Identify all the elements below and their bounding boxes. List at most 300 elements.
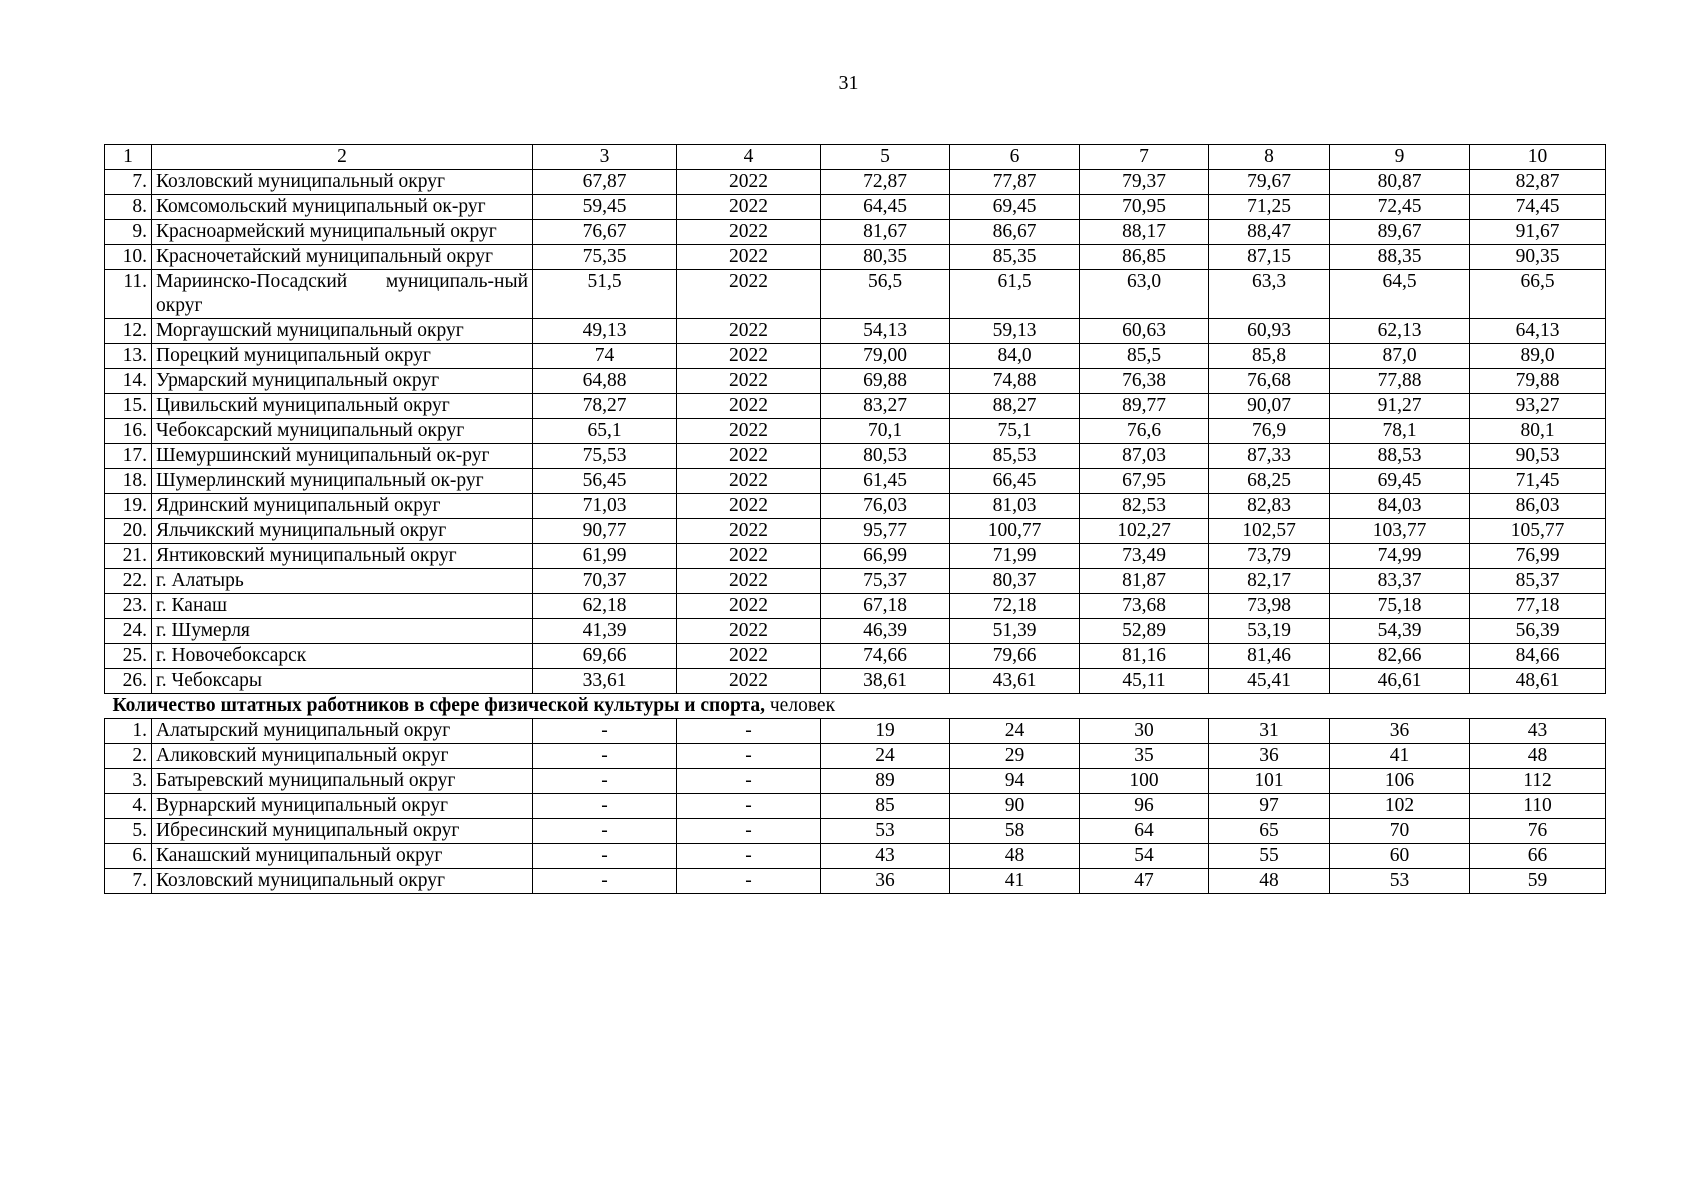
value-col-8: 82,83 <box>1209 494 1330 519</box>
table-row <box>105 220 1606 245</box>
value-col-9: 69,45 <box>1330 469 1470 494</box>
column-header-4: 4 <box>677 145 821 170</box>
value-col-10: 79,88 <box>1470 369 1606 394</box>
value-col-6: 72,18 <box>950 594 1080 619</box>
value-col-7: 76,6 <box>1080 419 1209 444</box>
value-col-10: 90,53 <box>1470 444 1606 469</box>
value-col-9: 77,88 <box>1330 369 1470 394</box>
value-col-5: 43 <box>821 844 950 869</box>
table-row <box>105 369 1606 394</box>
value-col-3: 49,13 <box>533 319 677 344</box>
value-col-5: 75,37 <box>821 569 950 594</box>
value-col-3: 67,87 <box>533 170 677 195</box>
value-col-7: 67,95 <box>1080 469 1209 494</box>
value-col-6: 29 <box>950 744 1080 769</box>
row-number: 13. <box>105 344 152 369</box>
row-name: Козловский муниципальный округ <box>152 869 533 894</box>
value-col-9: 46,61 <box>1330 669 1470 694</box>
row-name: Шемуршинский муниципальный ок-руг <box>152 444 533 469</box>
value-col-7: 81,87 <box>1080 569 1209 594</box>
value-col-6: 79,66 <box>950 644 1080 669</box>
row-name: Красноармейский муниципальный округ <box>152 220 533 245</box>
value-col-10: 66 <box>1470 844 1606 869</box>
value-col-9: 36 <box>1330 719 1470 744</box>
value-col-8: 65 <box>1209 819 1330 844</box>
value-col-6: 74,88 <box>950 369 1080 394</box>
table-row <box>105 644 1606 669</box>
row-name: Батыревский муниципальный округ <box>152 769 533 794</box>
value-col-6: 77,87 <box>950 170 1080 195</box>
table-row <box>105 319 1606 344</box>
value-col-5: 24 <box>821 744 950 769</box>
value-col-4: 2022 <box>677 669 821 694</box>
row-name: Урмарский муниципальный округ <box>152 369 533 394</box>
value-col-4: 2022 <box>677 319 821 344</box>
value-col-9: 83,37 <box>1330 569 1470 594</box>
value-col-3: 51,5 <box>533 270 677 319</box>
value-col-10: 93,27 <box>1470 394 1606 419</box>
row-name: Цивильский муниципальный округ <box>152 394 533 419</box>
value-col-7: 54 <box>1080 844 1209 869</box>
table-row <box>105 544 1606 569</box>
value-col-9: 106 <box>1330 769 1470 794</box>
value-col-7: 86,85 <box>1080 245 1209 270</box>
value-col-5: 80,35 <box>821 245 950 270</box>
value-col-5: 72,87 <box>821 170 950 195</box>
value-col-7: 87,03 <box>1080 444 1209 469</box>
table-row <box>105 844 1606 869</box>
value-col-9: 60 <box>1330 844 1470 869</box>
row-number: 15. <box>105 394 152 419</box>
value-col-10: 59 <box>1470 869 1606 894</box>
column-header-3: 3 <box>533 145 677 170</box>
value-col-10: 48,61 <box>1470 669 1606 694</box>
value-col-5: 61,45 <box>821 469 950 494</box>
value-col-8: 102,57 <box>1209 519 1330 544</box>
value-col-3: - <box>533 869 677 894</box>
value-col-9: 72,45 <box>1330 195 1470 220</box>
value-col-7: 73,49 <box>1080 544 1209 569</box>
value-col-8: 53,19 <box>1209 619 1330 644</box>
value-col-9: 64,5 <box>1330 270 1470 319</box>
value-col-10: 71,45 <box>1470 469 1606 494</box>
value-col-3: 64,88 <box>533 369 677 394</box>
row-number: 7. <box>105 170 152 195</box>
row-name: г. Чебоксары <box>152 669 533 694</box>
value-col-4: - <box>677 769 821 794</box>
value-col-8: 45,41 <box>1209 669 1330 694</box>
row-number: 11. <box>105 270 152 319</box>
value-col-8: 76,9 <box>1209 419 1330 444</box>
value-col-4: 2022 <box>677 519 821 544</box>
row-name: Моргаушский муниципальный округ <box>152 319 533 344</box>
value-col-4: 2022 <box>677 619 821 644</box>
value-col-10: 112 <box>1470 769 1606 794</box>
row-name: Шумерлинский муниципальный ок-руг <box>152 469 533 494</box>
value-col-5: 56,5 <box>821 270 950 319</box>
value-col-3: - <box>533 794 677 819</box>
row-number: 20. <box>105 519 152 544</box>
value-col-8: 68,25 <box>1209 469 1330 494</box>
column-header-5: 5 <box>821 145 950 170</box>
value-col-9: 103,77 <box>1330 519 1470 544</box>
value-col-5: 74,66 <box>821 644 950 669</box>
value-col-9: 87,0 <box>1330 344 1470 369</box>
value-col-10: 76 <box>1470 819 1606 844</box>
table-row <box>105 469 1606 494</box>
value-col-8: 73,98 <box>1209 594 1330 619</box>
value-col-6: 100,77 <box>950 519 1080 544</box>
row-number: 17. <box>105 444 152 469</box>
value-col-9: 75,18 <box>1330 594 1470 619</box>
column-header-1: 1 <box>105 145 152 170</box>
column-header-9: 9 <box>1330 145 1470 170</box>
value-col-4: 2022 <box>677 419 821 444</box>
row-number: 2. <box>105 744 152 769</box>
value-col-10: 90,35 <box>1470 245 1606 270</box>
table-row <box>105 769 1606 794</box>
table-row <box>105 594 1606 619</box>
value-col-6: 24 <box>950 719 1080 744</box>
value-col-5: 80,53 <box>821 444 950 469</box>
value-col-3: 65,1 <box>533 419 677 444</box>
value-col-8: 87,33 <box>1209 444 1330 469</box>
row-number: 18. <box>105 469 152 494</box>
row-name: г. Алатырь <box>152 569 533 594</box>
value-col-5: 85 <box>821 794 950 819</box>
value-col-5: 36 <box>821 869 950 894</box>
row-name: Янтиковский муниципальный округ <box>152 544 533 569</box>
value-col-10: 56,39 <box>1470 619 1606 644</box>
row-number: 4. <box>105 794 152 819</box>
value-col-4: 2022 <box>677 245 821 270</box>
value-col-8: 31 <box>1209 719 1330 744</box>
value-col-8: 82,17 <box>1209 569 1330 594</box>
value-col-4: 2022 <box>677 494 821 519</box>
value-col-9: 53 <box>1330 869 1470 894</box>
row-number: 16. <box>105 419 152 444</box>
value-col-9: 82,66 <box>1330 644 1470 669</box>
value-col-6: 58 <box>950 819 1080 844</box>
value-col-6: 84,0 <box>950 344 1080 369</box>
value-col-3: - <box>533 744 677 769</box>
row-name: Ибресинский муниципальный округ <box>152 819 533 844</box>
value-col-4: 2022 <box>677 469 821 494</box>
row-number: 19. <box>105 494 152 519</box>
row-name: г. Канаш <box>152 594 533 619</box>
table-row <box>105 519 1606 544</box>
value-col-6: 85,53 <box>950 444 1080 469</box>
section-header-row <box>105 694 1606 719</box>
section-title: Количество штатных работников в сфере физической культуры и спорта, <box>112 695 765 716</box>
table-row <box>105 569 1606 594</box>
table-row <box>105 719 1606 744</box>
value-col-5: 46,39 <box>821 619 950 644</box>
value-col-7: 96 <box>1080 794 1209 819</box>
value-col-9: 88,35 <box>1330 245 1470 270</box>
row-name: Козловский муниципальный округ <box>152 170 533 195</box>
value-col-7: 35 <box>1080 744 1209 769</box>
value-col-9: 74,99 <box>1330 544 1470 569</box>
row-number: 26. <box>105 669 152 694</box>
value-col-6: 51,39 <box>950 619 1080 644</box>
value-col-8: 36 <box>1209 744 1330 769</box>
value-col-9: 54,39 <box>1330 619 1470 644</box>
value-col-6: 88,27 <box>950 394 1080 419</box>
table-row <box>105 794 1606 819</box>
value-col-5: 69,88 <box>821 369 950 394</box>
value-col-10: 82,87 <box>1470 170 1606 195</box>
value-col-3: - <box>533 719 677 744</box>
value-col-4: 2022 <box>677 444 821 469</box>
row-name: Мариинско-Посадский муниципаль-ный округ <box>152 270 533 319</box>
value-col-10: 76,99 <box>1470 544 1606 569</box>
column-header-2: 2 <box>152 145 533 170</box>
row-name: Порецкий муниципальный округ <box>152 344 533 369</box>
row-number: 1. <box>105 719 152 744</box>
value-col-8: 79,67 <box>1209 170 1330 195</box>
value-col-5: 89 <box>821 769 950 794</box>
value-col-4: - <box>677 844 821 869</box>
value-col-5: 70,1 <box>821 419 950 444</box>
value-col-3: 74 <box>533 344 677 369</box>
value-col-7: 45,11 <box>1080 669 1209 694</box>
value-col-7: 82,53 <box>1080 494 1209 519</box>
table-row <box>105 195 1606 220</box>
value-col-10: 105,77 <box>1470 519 1606 544</box>
value-col-4: - <box>677 794 821 819</box>
value-col-10: 43 <box>1470 719 1606 744</box>
row-name: г. Новочебоксарск <box>152 644 533 669</box>
value-col-8: 90,07 <box>1209 394 1330 419</box>
value-col-7: 102,27 <box>1080 519 1209 544</box>
value-col-8: 73,79 <box>1209 544 1330 569</box>
value-col-3: - <box>533 769 677 794</box>
value-col-9: 102 <box>1330 794 1470 819</box>
value-col-3: 56,45 <box>533 469 677 494</box>
header-row <box>105 145 1606 170</box>
row-number: 12. <box>105 319 152 344</box>
value-col-8: 97 <box>1209 794 1330 819</box>
value-col-9: 41 <box>1330 744 1470 769</box>
value-col-9: 80,87 <box>1330 170 1470 195</box>
table-row <box>105 270 1606 319</box>
row-number: 14. <box>105 369 152 394</box>
table-row <box>105 494 1606 519</box>
value-col-7: 88,17 <box>1080 220 1209 245</box>
value-col-7: 52,89 <box>1080 619 1209 644</box>
value-col-6: 71,99 <box>950 544 1080 569</box>
value-col-4: 2022 <box>677 170 821 195</box>
value-col-7: 63,0 <box>1080 270 1209 319</box>
value-col-8: 63,3 <box>1209 270 1330 319</box>
table-row <box>105 744 1606 769</box>
value-col-9: 78,1 <box>1330 419 1470 444</box>
value-col-6: 59,13 <box>950 319 1080 344</box>
row-name: Чебоксарский муниципальный округ <box>152 419 533 444</box>
value-col-4: 2022 <box>677 544 821 569</box>
value-col-6: 48 <box>950 844 1080 869</box>
value-col-4: 2022 <box>677 344 821 369</box>
row-number: 24. <box>105 619 152 644</box>
value-col-4: 2022 <box>677 644 821 669</box>
value-col-7: 89,77 <box>1080 394 1209 419</box>
data-table <box>104 144 1606 894</box>
value-col-6: 86,67 <box>950 220 1080 245</box>
value-col-10: 64,13 <box>1470 319 1606 344</box>
row-name: г. Шумерля <box>152 619 533 644</box>
value-col-5: 76,03 <box>821 494 950 519</box>
value-col-9: 84,03 <box>1330 494 1470 519</box>
value-col-5: 53 <box>821 819 950 844</box>
value-col-5: 66,99 <box>821 544 950 569</box>
value-col-4: 2022 <box>677 220 821 245</box>
value-col-5: 79,00 <box>821 344 950 369</box>
value-col-6: 94 <box>950 769 1080 794</box>
value-col-10: 74,45 <box>1470 195 1606 220</box>
value-col-5: 54,13 <box>821 319 950 344</box>
value-col-9: 91,27 <box>1330 394 1470 419</box>
value-col-6: 90 <box>950 794 1080 819</box>
value-col-8: 85,8 <box>1209 344 1330 369</box>
value-col-6: 41 <box>950 869 1080 894</box>
row-name: Красночетайский муниципальный округ <box>152 245 533 270</box>
table-row <box>105 819 1606 844</box>
value-col-4: 2022 <box>677 195 821 220</box>
value-col-7: 85,5 <box>1080 344 1209 369</box>
value-col-3: 41,39 <box>533 619 677 644</box>
value-col-7: 81,16 <box>1080 644 1209 669</box>
value-col-4: - <box>677 719 821 744</box>
value-col-3: 75,35 <box>533 245 677 270</box>
row-name: Канашский муниципальный округ <box>152 844 533 869</box>
table-row <box>105 444 1606 469</box>
table-body <box>105 145 1606 894</box>
value-col-10: 85,37 <box>1470 569 1606 594</box>
value-col-6: 80,37 <box>950 569 1080 594</box>
value-col-8: 60,93 <box>1209 319 1330 344</box>
page-number: 31 <box>838 72 859 94</box>
row-number: 6. <box>105 844 152 869</box>
value-col-9: 88,53 <box>1330 444 1470 469</box>
table-row <box>105 619 1606 644</box>
table-row <box>105 869 1606 894</box>
value-col-9: 89,67 <box>1330 220 1470 245</box>
table-row <box>105 394 1606 419</box>
value-col-3: 76,67 <box>533 220 677 245</box>
value-col-8: 101 <box>1209 769 1330 794</box>
table-row <box>105 170 1606 195</box>
value-col-10: 89,0 <box>1470 344 1606 369</box>
value-col-10: 91,67 <box>1470 220 1606 245</box>
row-number: 25. <box>105 644 152 669</box>
value-col-7: 100 <box>1080 769 1209 794</box>
table-row <box>105 245 1606 270</box>
value-col-10: 80,1 <box>1470 419 1606 444</box>
column-header-10: 10 <box>1470 145 1606 170</box>
row-number: 5. <box>105 819 152 844</box>
value-col-5: 83,27 <box>821 394 950 419</box>
column-header-7: 7 <box>1080 145 1209 170</box>
value-col-4: 2022 <box>677 594 821 619</box>
value-col-5: 64,45 <box>821 195 950 220</box>
value-col-3: - <box>533 844 677 869</box>
value-col-3: 69,66 <box>533 644 677 669</box>
value-col-10: 77,18 <box>1470 594 1606 619</box>
value-col-10: 66,5 <box>1470 270 1606 319</box>
value-col-4: 2022 <box>677 270 821 319</box>
row-number: 3. <box>105 769 152 794</box>
value-col-10: 86,03 <box>1470 494 1606 519</box>
row-number: 10. <box>105 245 152 270</box>
value-col-9: 70 <box>1330 819 1470 844</box>
row-name: Комсомольский муниципальный ок-руг <box>152 195 533 220</box>
value-col-7: 30 <box>1080 719 1209 744</box>
value-col-4: - <box>677 819 821 844</box>
row-name: Ядринский муниципальный округ <box>152 494 533 519</box>
value-col-7: 70,95 <box>1080 195 1209 220</box>
value-col-5: 95,77 <box>821 519 950 544</box>
row-number: 23. <box>105 594 152 619</box>
value-col-3: - <box>533 819 677 844</box>
table-row <box>105 669 1606 694</box>
value-col-7: 73,68 <box>1080 594 1209 619</box>
value-col-6: 61,5 <box>950 270 1080 319</box>
value-col-3: 62,18 <box>533 594 677 619</box>
value-col-8: 87,15 <box>1209 245 1330 270</box>
value-col-6: 69,45 <box>950 195 1080 220</box>
row-number: 8. <box>105 195 152 220</box>
value-col-6: 66,45 <box>950 469 1080 494</box>
value-col-5: 81,67 <box>821 220 950 245</box>
value-col-9: 62,13 <box>1330 319 1470 344</box>
value-col-8: 81,46 <box>1209 644 1330 669</box>
value-col-7: 79,37 <box>1080 170 1209 195</box>
value-col-6: 43,61 <box>950 669 1080 694</box>
value-col-10: 84,66 <box>1470 644 1606 669</box>
section-unit: человек <box>765 695 836 716</box>
value-col-3: 71,03 <box>533 494 677 519</box>
value-col-4: 2022 <box>677 394 821 419</box>
value-col-4: - <box>677 744 821 769</box>
value-col-7: 76,38 <box>1080 369 1209 394</box>
value-col-8: 71,25 <box>1209 195 1330 220</box>
value-col-5: 67,18 <box>821 594 950 619</box>
value-col-3: 75,53 <box>533 444 677 469</box>
value-col-3: 90,77 <box>533 519 677 544</box>
value-col-3: 33,61 <box>533 669 677 694</box>
value-col-6: 81,03 <box>950 494 1080 519</box>
column-header-8: 8 <box>1209 145 1330 170</box>
row-name: Аликовский муниципальный округ <box>152 744 533 769</box>
row-name: Яльчикский муниципальный округ <box>152 519 533 544</box>
value-col-5: 19 <box>821 719 950 744</box>
value-col-4: - <box>677 869 821 894</box>
value-col-6: 75,1 <box>950 419 1080 444</box>
value-col-3: 70,37 <box>533 569 677 594</box>
value-col-8: 76,68 <box>1209 369 1330 394</box>
column-header-6: 6 <box>950 145 1080 170</box>
value-col-8: 48 <box>1209 869 1330 894</box>
value-col-8: 88,47 <box>1209 220 1330 245</box>
value-col-3: 61,99 <box>533 544 677 569</box>
table-row <box>105 419 1606 444</box>
value-col-5: 38,61 <box>821 669 950 694</box>
value-col-10: 48 <box>1470 744 1606 769</box>
value-col-6: 85,35 <box>950 245 1080 270</box>
value-col-7: 47 <box>1080 869 1209 894</box>
value-col-4: 2022 <box>677 369 821 394</box>
